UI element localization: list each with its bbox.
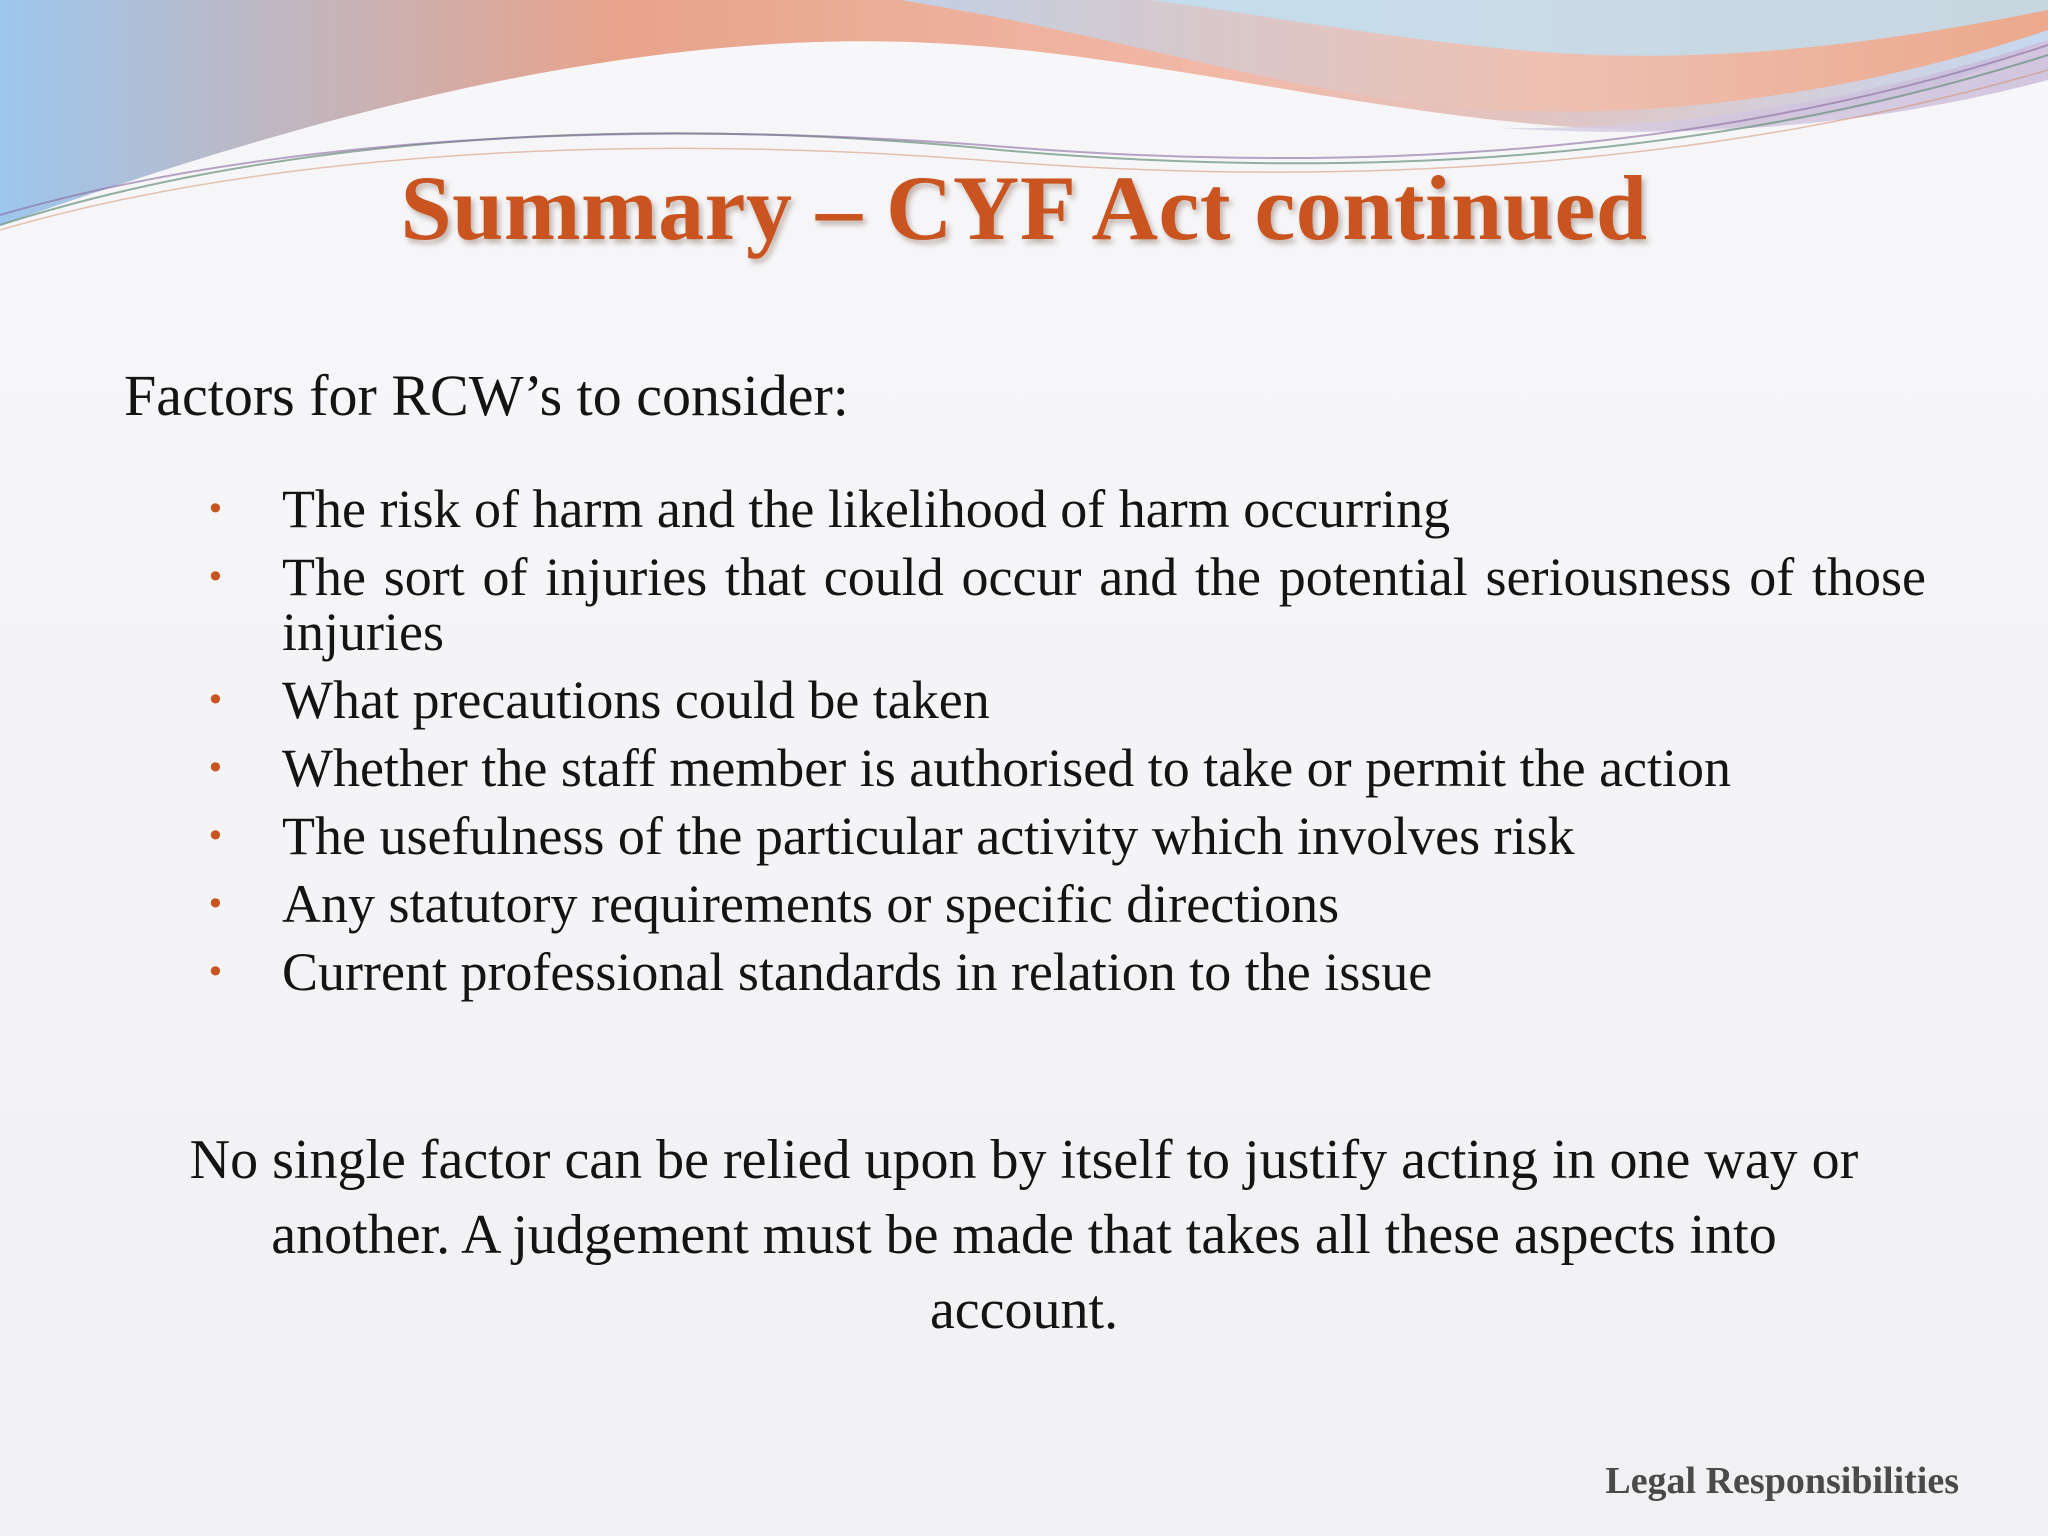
intro-text: Factors for RCW’s to consider:	[124, 363, 849, 428]
factor-item	[200, 806, 1926, 866]
bullet-marker: •	[206, 490, 225, 528]
bullet-marker: •	[206, 749, 225, 787]
factor-text: Whether the staff member is authorised to take or permit the action	[282, 738, 1732, 798]
factor-text: The risk of harm and the likelihood of harm occurring	[282, 479, 1451, 539]
bullet-marker: •	[206, 558, 225, 596]
factor-item	[200, 874, 1926, 934]
factor-item	[200, 670, 1926, 730]
factor-text: Any statutory requirements or specific directions	[282, 874, 1340, 934]
factor-text: The usefulness of the particular activity which involves risk	[282, 806, 1575, 866]
slide-title: Summary – CYF Act continued	[400, 157, 1648, 259]
factor-text: Current professional standards in relation to the issue	[282, 942, 1433, 1002]
bullet-marker: •	[206, 817, 225, 855]
bullet-marker: •	[206, 885, 225, 923]
bullet-marker: •	[206, 953, 225, 991]
factor-text: The sort of injuries that could occur and the potential seriousness of those injuries	[282, 547, 1926, 662]
bullet-marker: •	[206, 681, 225, 719]
footer-label: Legal Responsibilities	[1605, 1460, 1959, 1502]
factor-item	[200, 547, 1926, 662]
factor-list	[200, 479, 1926, 1013]
factor-item	[200, 942, 1926, 1002]
conclusion-text: No single factor can be relied upon by itself to justify acting in one way or another. A judgement must be made that takes all these aspects into account.	[189, 1129, 1859, 1341]
factor-item	[200, 479, 1926, 539]
factor-text: What precautions could be taken	[282, 670, 990, 730]
factor-item	[200, 738, 1926, 798]
